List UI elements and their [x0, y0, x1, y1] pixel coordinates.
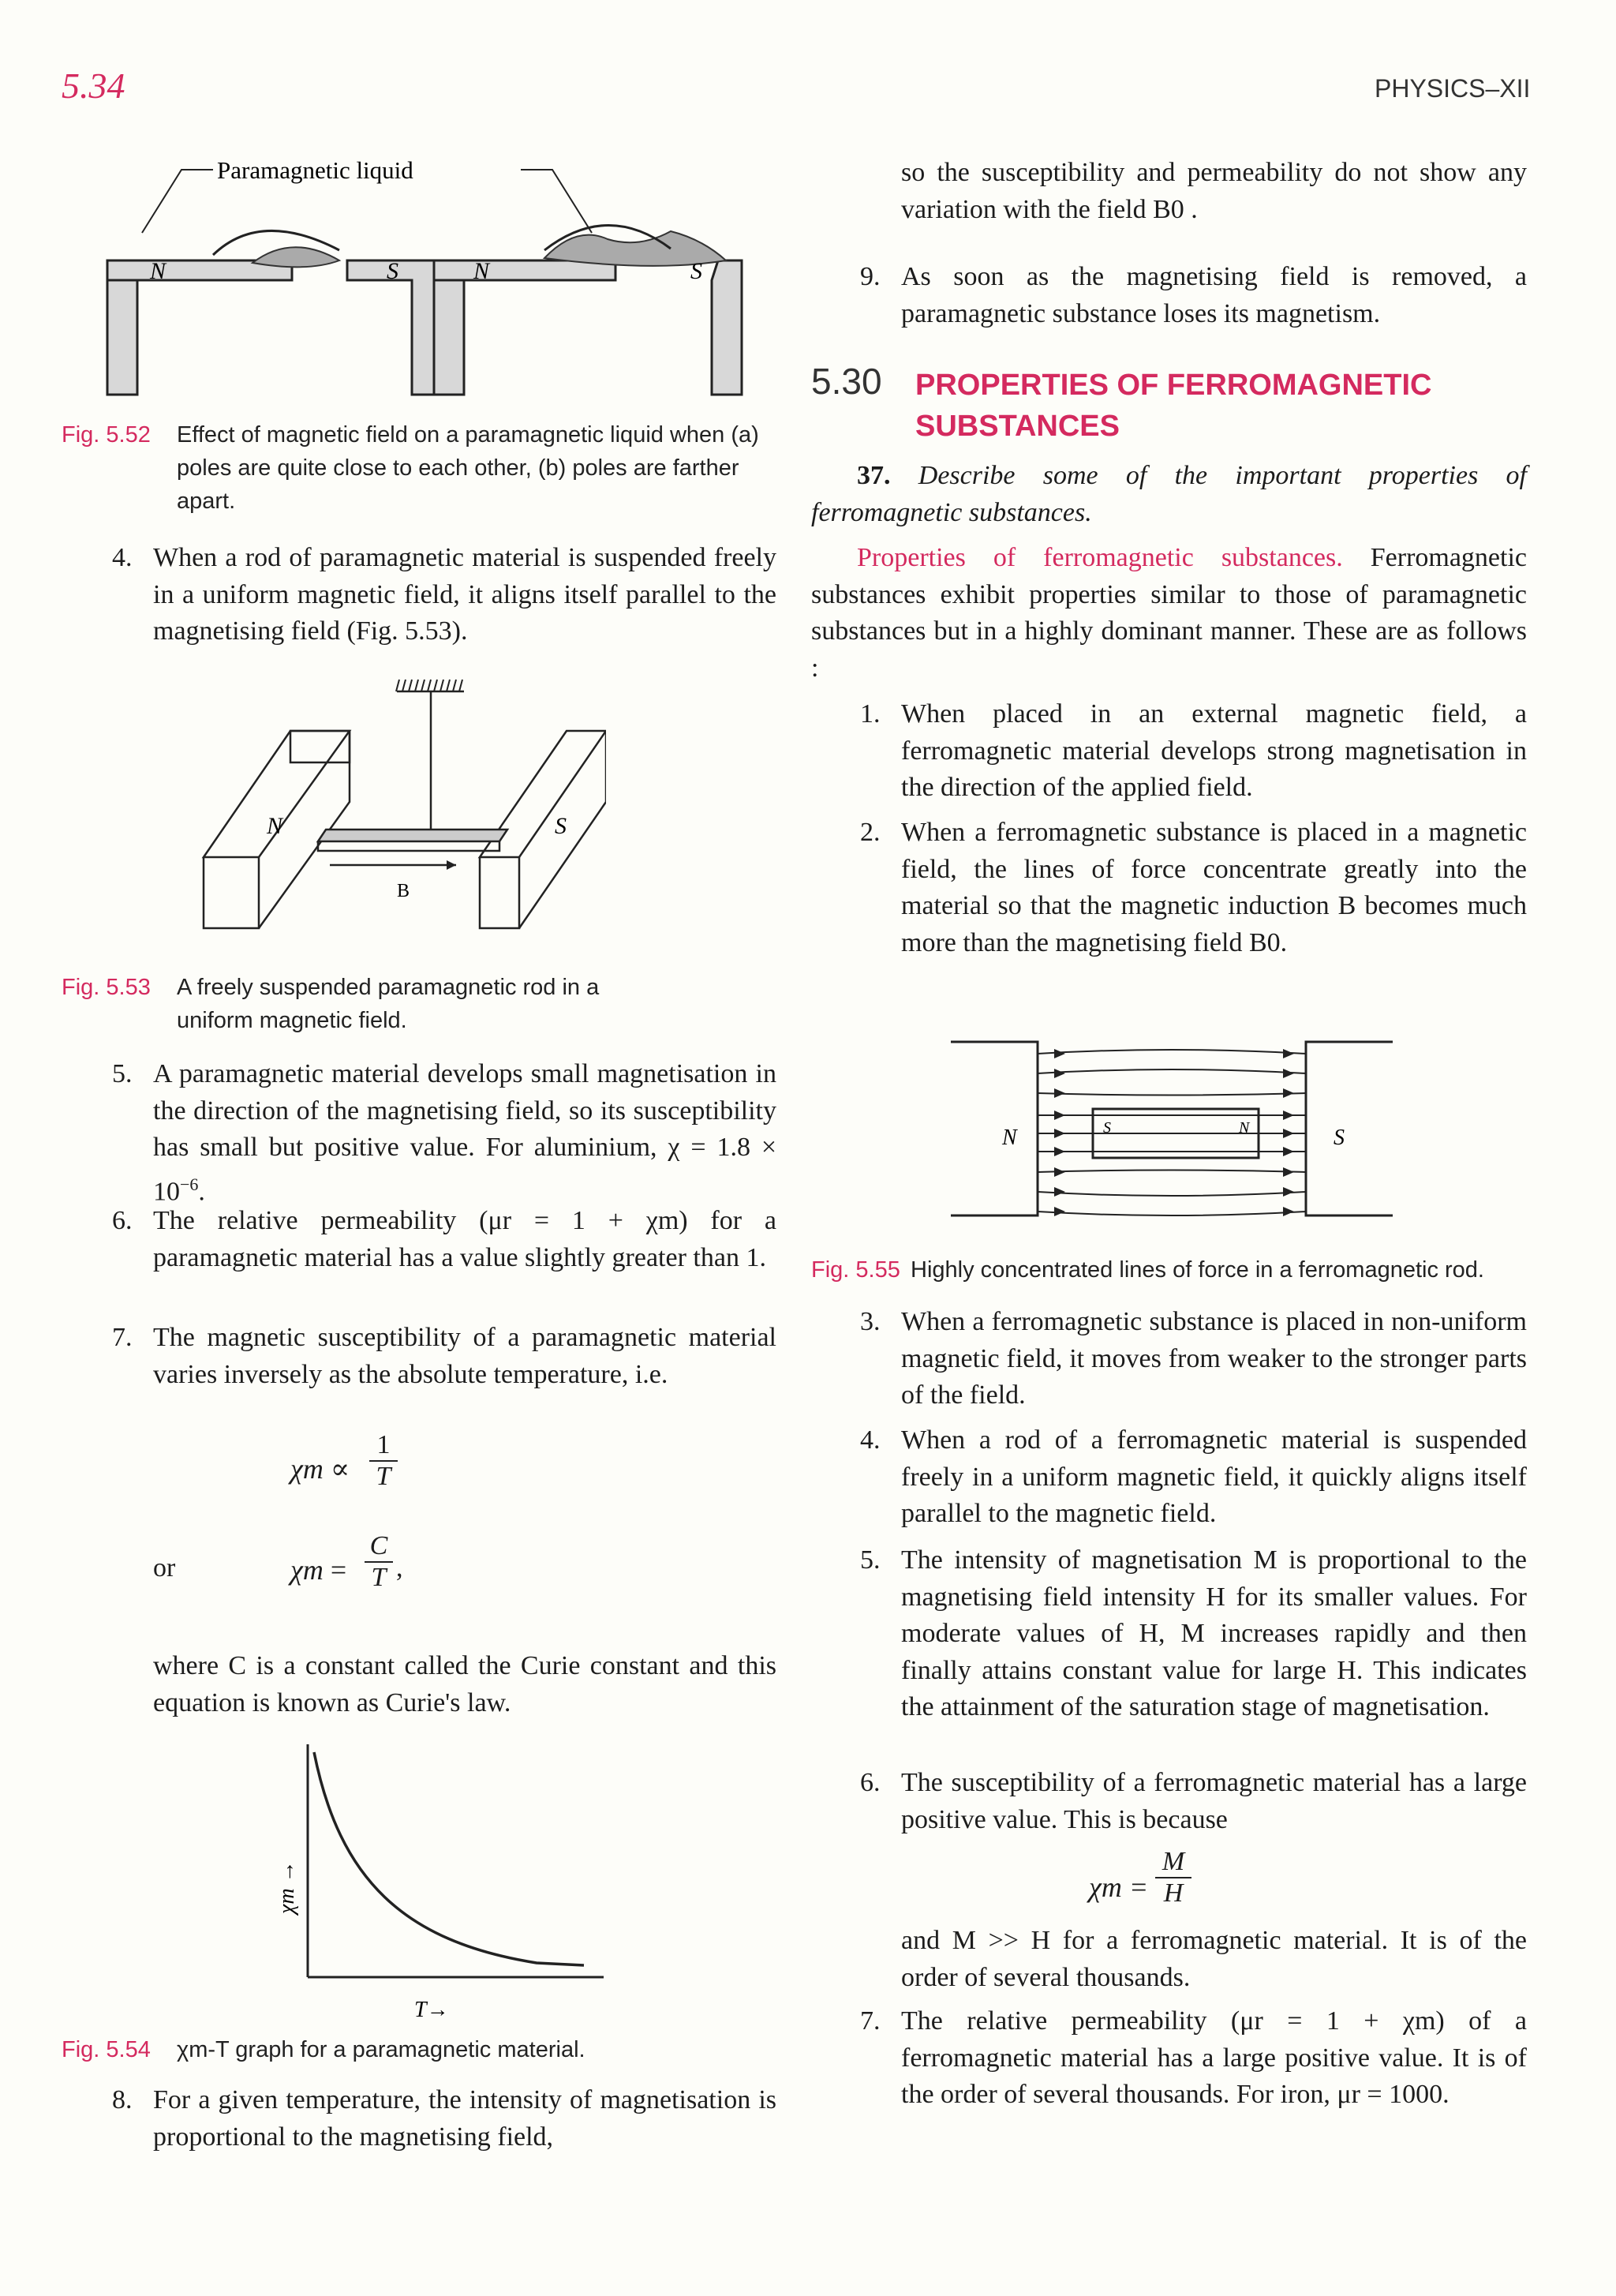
fig-5-52-caption-text: Effect of magnetic field on a paramagnetic liquid when (a) poles are quite close to each other, (b) poles are farther apart.: [177, 422, 759, 514]
field-label-b: B: [397, 881, 410, 901]
curie-curve: [314, 1752, 584, 1965]
list-item-5-text2: For aluminium, χ = 1.8 × 10: [153, 1133, 777, 1206]
fig-5-54-caption-text: χm-T graph for a paramagnetic material.: [177, 2037, 585, 2062]
list-item-7: 7. The magnetic susceptibility of a paramagnetic material varies inversely as the absolute temperature, i.e.: [112, 1323, 776, 1389]
magnet-a-left-leg: [107, 280, 137, 395]
pole-s-b: S: [690, 258, 702, 284]
ferro-eq-lhs: χm =: [1089, 1871, 1149, 1903]
ferro-item-6: 6. The susceptibility of a ferromagnetic material has a large positive value. This is because: [860, 1768, 1527, 1834]
ferro-item-2-text: When a ferromagnetic substance is placed in a magnetic field, the lines of force concentrate greatly into the material so that the magnetic induction B becomes much more than the magnetising field B0.: [901, 818, 1527, 957]
ferro-intro: [811, 540, 1527, 687]
fig-5-53-caption-label: Fig. 5.53: [62, 975, 151, 1000]
ferro-intro-heading: Properties of ferromagnetic substances.: [857, 543, 1343, 572]
fig-5-53-diagram: [196, 676, 606, 936]
liquid-a: [252, 247, 339, 267]
fig-5-55-caption: [811, 1253, 1561, 1287]
rod-end-s: S: [1103, 1119, 1111, 1137]
fig-5-55-pole-s: S: [1334, 1126, 1345, 1150]
magnet-n: [951, 1042, 1038, 1215]
ferro-item-1-text: When placed in an external magnetic field, a ferromagnetic material develops strong magnetisation in the direction of the applied field.: [901, 699, 1527, 802]
list-item-9-text: As soon as the magnetising field is removed, a paramagnetic substance loses its magnetism.: [901, 262, 1527, 328]
fig-5-52-caption: [62, 418, 772, 518]
rod-end-n: N: [1239, 1119, 1250, 1137]
curie-eq-2-tail: ,: [396, 1553, 403, 1582]
question-37-num: 37.: [857, 461, 891, 490]
fig-5-55-caption-label: Fig. 5.55: [811, 1257, 900, 1283]
magnet-b-left-leg: [434, 280, 464, 395]
list-item-5-text: A paramagnetic material develops small magnetisation in the direction of the magnetising field, so its susceptibility has small but positive value.: [153, 1059, 776, 1162]
y-axis-label: χm →: [275, 1860, 299, 1914]
list-item-4: 4. When a rod of paramagnetic material is suspended freely in a uniform magnetic field, it aligns itself parallel to the magnetising field (Fig. 5.53).: [112, 543, 776, 646]
or-label: or: [153, 1553, 176, 1582]
ferro-item-4: 4. When a rod of a ferromagnetic material is suspended freely in a uniform magnetic field, it quickly aligns itself parallel to the magnetic field.: [860, 1425, 1527, 1528]
section-number: 5.30: [811, 361, 882, 402]
ferro-item-6-after: and M >> H for a ferromagnetic material. It is of the order of several thousands.: [901, 1926, 1527, 1992]
curie-law-text: where C is a constant called the Curie constant and this equation is known as Curie's law.: [153, 1651, 776, 1717]
fig-5-54-caption-label: Fig. 5.54: [62, 2037, 151, 2062]
curie-eq-2: χm =: [290, 1554, 347, 1586]
list-item-5: 5. A paramagnetic material develops small magnetisation in the direction of the magnetising field, so its susceptibility has small but positive value. For aluminium, $\chi = 1.8 \times 10^{-6}$.: [112, 1059, 777, 1206]
curie-eq-1: χm ∝: [290, 1453, 350, 1485]
list-item-8-text: For a given temperature, the intensity of magnetisation is proportional to the magnetising field,: [153, 2085, 776, 2152]
ferro-item-2: 2. When a ferromagnetic substance is placed in a magnetic field, the lines of force concentrate greatly into the material so that the magnetic induction B becomes much more than the magnetising field B0.: [860, 818, 1527, 957]
ferro-item-5: 5. The intensity of magnetisation M is proportional to the magnetising field intensity H for its smaller values. For moderate values of H, M increases rapidly and then finally attains constant value for large H. This indicates the attainment of the saturation stage of magnetisation.: [860, 1545, 1527, 1721]
list-item-4-text: When a rod of paramagnetic material is suspended freely in a uniform magnetic field, it aligns itself parallel to the magnetising field (Fig. 5.53).: [153, 543, 776, 646]
list-item-6: 6. The relative permeability (μr = 1 + χm) for a paramagnetic material has a value slightly greater than 1.: [112, 1206, 776, 1272]
fig-5-55-pole-n: N: [1002, 1126, 1017, 1150]
item-8-continuation: so the susceptibility and permeability do not show any variation with the field B0 .: [901, 158, 1527, 224]
pole-n-b: N: [473, 258, 490, 284]
ferro-item-3: 3. When a ferromagnetic substance is placed in non-uniform magnetic field, it moves from weaker to the stronger parts of the field.: [860, 1307, 1527, 1410]
ferro-item-1: 1. When placed in an external magnetic field, a ferromagnetic material develops strong magnetisation in the direction of the applied field.: [860, 699, 1527, 802]
fig-5-54-graph: [252, 1736, 647, 2028]
ferro-item-4-text: When a rod of a ferromagnetic material is suspended freely in a uniform magnetic field, it quickly aligns itself parallel to the magnetic field.: [901, 1425, 1527, 1528]
rod-pole-n: N: [267, 813, 283, 839]
curie-eq-2-frac: C T: [365, 1531, 393, 1593]
ferro-item-3-text: When a ferromagnetic substance is placed in non-uniform magnetic field, it moves from weaker to the stronger parts of the field.: [901, 1307, 1527, 1410]
pole-n-a: N: [150, 258, 166, 284]
fig-5-52-caption-label: Fig. 5.52: [62, 422, 151, 448]
question-37: [811, 458, 1527, 531]
curie-eq-1-frac: 1 T: [369, 1430, 398, 1492]
page-number: 5.34: [62, 66, 125, 106]
magnet-s: [1306, 1042, 1393, 1215]
list-item-9: 9. As soon as the magnetising field is removed, a paramagnetic substance loses its magnetism.: [860, 262, 1527, 328]
list-item-8: 8. For a given temperature, the intensity of magnetisation is proportional to the magnetising field,: [112, 2085, 776, 2152]
fig-5-53-caption-text: A freely suspended paramagnetic rod in a uniform magnetic field.: [177, 975, 600, 1033]
ferro-item-7-text: The relative permeability (μr = 1 + χm) of a ferromagnetic material has a large positive value. It is of the order of several thousands. For iron, μr = 1000.: [901, 2006, 1527, 2109]
list-item-7-text: The magnetic susceptibility of a paramagnetic material varies inversely as the absolute temperature, i.e.: [153, 1323, 776, 1389]
fig-5-54-caption: [62, 2033, 772, 2066]
ferro-intro-text: Ferromagnetic substances exhibit properties similar to those of paramagnetic substances but in a highly dominant manner. These are as follows :: [811, 543, 1528, 683]
fig-5-55-diagram: [947, 1022, 1397, 1235]
magnet-b-right: [712, 260, 742, 395]
fig-5-53-caption: [62, 971, 772, 1037]
paramagnetic-liquid-label: Paramagnetic liquid: [217, 156, 413, 184]
ferro-eq-frac: M H: [1155, 1847, 1191, 1908]
list-item-6-text: The relative permeability (μr = 1 + χm) for a paramagnetic material has a value slightly greater than 1.: [153, 1206, 776, 1272]
ferro-item-6-text: The susceptibility of a ferromagnetic material has a large positive value. This is because: [901, 1768, 1527, 1834]
question-37-text: Describe some of the important properties of ferromagnetic substances.: [811, 461, 1528, 527]
x-axis-label: T→: [414, 1998, 449, 2022]
fig-5-55-caption-text: Highly concentrated lines of force in a ferromagnetic rod.: [911, 1257, 1484, 1283]
pole-s-a: S: [387, 258, 398, 284]
rod-pole-s: S: [555, 813, 567, 839]
ferro-item-5-text: The intensity of magnetisation M is proportional to the magnetising field intensity H for its smaller values. For moderate values of H, M increases rapidly and then finally attains constant value for large H. This indicates the attainment of the saturation stage of magnetisation.: [901, 1545, 1527, 1721]
ferro-item-7: 7. The relative permeability (μr = 1 + χm) of a ferromagnetic material has a large positive value. It is of the order of several thousands. For iron, μr = 1000.: [860, 2006, 1527, 2109]
book-title: PHYSICS–XII: [1375, 74, 1531, 103]
section-title: PROPERTIES OF FERROMAGNETIC SUBSTANCES: [915, 369, 1432, 443]
fig-5-52-diagram: [103, 146, 765, 403]
